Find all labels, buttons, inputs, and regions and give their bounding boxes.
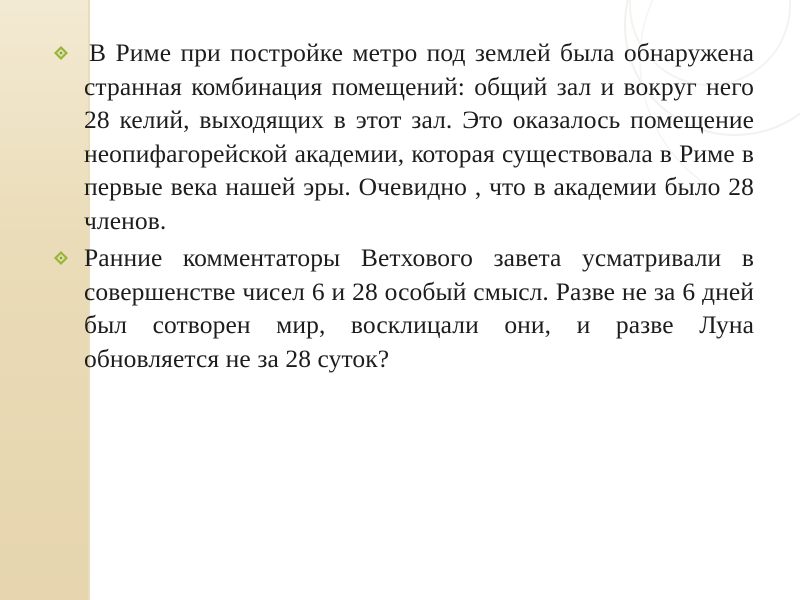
bullet-item [54,241,754,375]
bullet-text: В Риме при постройке метро под землей была обнаружена странная комбинация помещений: общий зал и вокруг него 28 келий, выходящих в этот зал. Это оказалось помещение неопифагорейской академии, которая существовала в Риме в первые века нашей эры. Очевидно , что в академии было 28 членов. [84,38,754,235]
diamond-bullet-icon [54,251,68,265]
bullet-text: Ранние комментаторы Ветхового завета усматривали в совершенстве чисел 6 и 28 особый смысл. Разве не за 6 дней был сотворен мир, восклицали они, и разве Луна обновляется не за 28 суток? [84,243,754,373]
diamond-bullet-icon [54,46,68,60]
slide-content [54,36,754,379]
bullet-item [54,36,754,237]
